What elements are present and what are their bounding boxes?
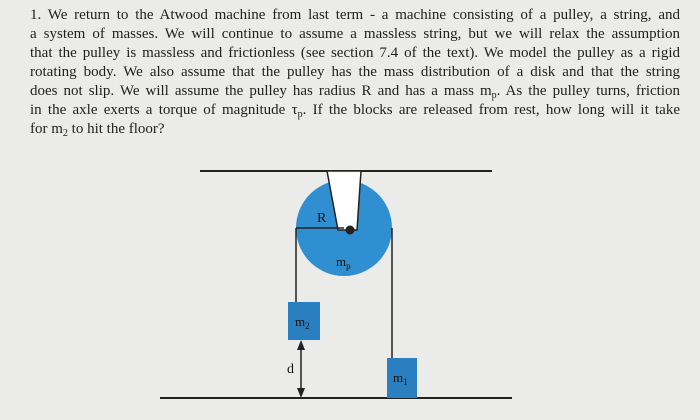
problem-number: 1. bbox=[30, 7, 42, 23]
axle bbox=[346, 226, 355, 235]
problem-line-5: does not slip. We will assume the pulley has radius R and has a mass $m_p$. As the pulley turns, friction bbox=[30, 83, 680, 101]
mass2-label: $m_2$ bbox=[295, 314, 310, 331]
radius-label: R bbox=[317, 211, 327, 226]
distance-arrow-head-bottom bbox=[297, 388, 305, 398]
problem-line-1: 1. We return to the Atwood machine from last term - a machine consisting of a pulley, a string, and bbox=[30, 7, 680, 23]
problem-line-4: rotating body. We also assume that the pulley has the mass distribution of a disk and that the string bbox=[30, 64, 680, 80]
mass1-label: $m_1$ bbox=[393, 370, 408, 387]
pulley-mass-label: $m_p$ bbox=[336, 254, 351, 271]
problem-line-3: that the pulley is massless and frictionless (see section 7.4 of the text). We model the pulley as a rigid bbox=[30, 45, 680, 61]
distance-arrow-head-top bbox=[297, 340, 305, 350]
problem-line-2: a system of masses. We will continue to assume a massless string, but we will relax the assumption bbox=[30, 26, 680, 42]
problem-line-6: in the axle exerts a torque of magnitude $\tau_p$. If the blocks are released from rest, how long will it take bbox=[30, 102, 680, 120]
distance-label: d bbox=[287, 362, 294, 377]
problem-line-7: for $m_2$ to hit the floor? bbox=[30, 121, 165, 139]
